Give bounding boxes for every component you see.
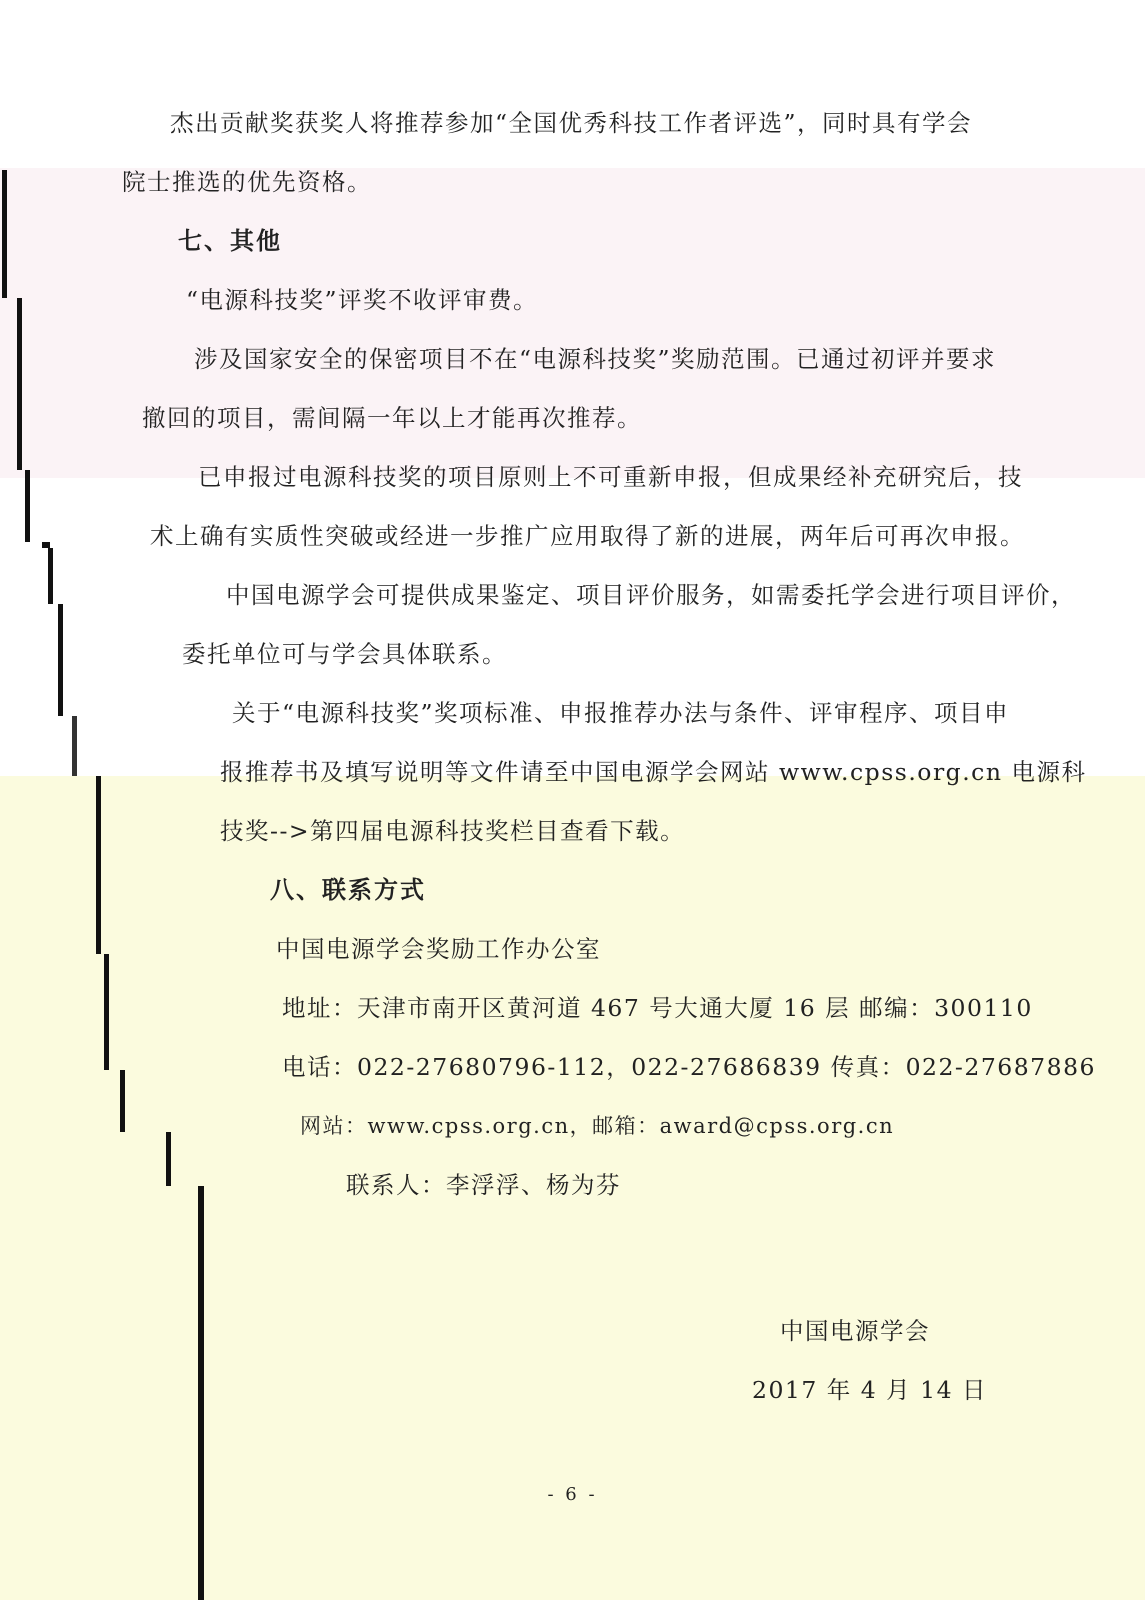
contact-address: 地址：天津市南开区黄河道 467 号大通大厦 16 层 邮编：300110 (282, 994, 1033, 1022)
scan-artifact-bar (104, 954, 109, 1070)
contact-website: 网站：www.cpss.org.cn，邮箱：award@cpss.org.cn (300, 1114, 895, 1138)
paragraph-line: “电源科技奖”评奖不收评审费。 (186, 286, 539, 314)
scan-artifact-bar (96, 776, 101, 954)
paragraph-line: 技奖-->第四届电源科技奖栏目查看下载。 (220, 817, 686, 845)
scan-artifact-bar (17, 298, 22, 470)
scan-artifact-bar (198, 1186, 204, 1600)
paragraph-line: 中国电源学会可提供成果鉴定、项目评价服务，如需委托学会进行项目评价， (226, 581, 1076, 609)
scan-artifact-bar (48, 548, 53, 604)
scan-artifact-bar (120, 1070, 125, 1132)
scan-artifact-bar (2, 170, 7, 298)
scan-artifact-bar (166, 1132, 171, 1186)
page-number: - 6 - (547, 1484, 598, 1505)
paragraph-line: 涉及国家安全的保密项目不在“电源科技奖”奖励范围。已通过初评并要求 (194, 345, 997, 373)
scan-artifact-bar (25, 470, 30, 542)
signature-org: 中国电源学会 (780, 1317, 930, 1345)
contact-office: 中国电源学会奖励工作办公室 (276, 935, 601, 963)
section-heading: 七、其他 (178, 227, 282, 255)
paragraph-line: 术上确有实质性突破或经进一步推广应用取得了新的进展，两年后可再次申报。 (150, 522, 1025, 550)
section-heading: 八、联系方式 (270, 876, 426, 904)
scan-artifact-bar (58, 604, 63, 716)
signature-date: 2017 年 4 月 14 日 (752, 1376, 988, 1404)
contact-phone: 电话：022-27680796-112，022-27686839 传真：022-27687886 (282, 1053, 1096, 1081)
contact-persons: 联系人：李浮浮、杨为芬 (346, 1171, 621, 1199)
paragraph-line: 院士推选的优先资格。 (122, 168, 372, 196)
paragraph-line: 报推荐书及填写说明等文件请至中国电源学会网站 www.cpss.org.cn 电源科 (220, 758, 1087, 786)
paragraph-line: 已申报过电源科技奖的项目原则上不可重新申报，但成果经补充研究后，技 (198, 463, 1023, 491)
paragraph-line: 委托单位可与学会具体联系。 (182, 640, 507, 668)
scan-artifact-bar (72, 716, 77, 776)
paragraph-line: 撤回的项目，需间隔一年以上才能再次推荐。 (142, 404, 642, 432)
paragraph-line: 关于“电源科技奖”奖项标准、申报推荐办法与条件、评审程序、项目申 (232, 699, 1010, 727)
paragraph-line: 杰出贡献奖获奖人将推荐参加“全国优秀科技工作者评选”，同时具有学会 (170, 109, 973, 137)
